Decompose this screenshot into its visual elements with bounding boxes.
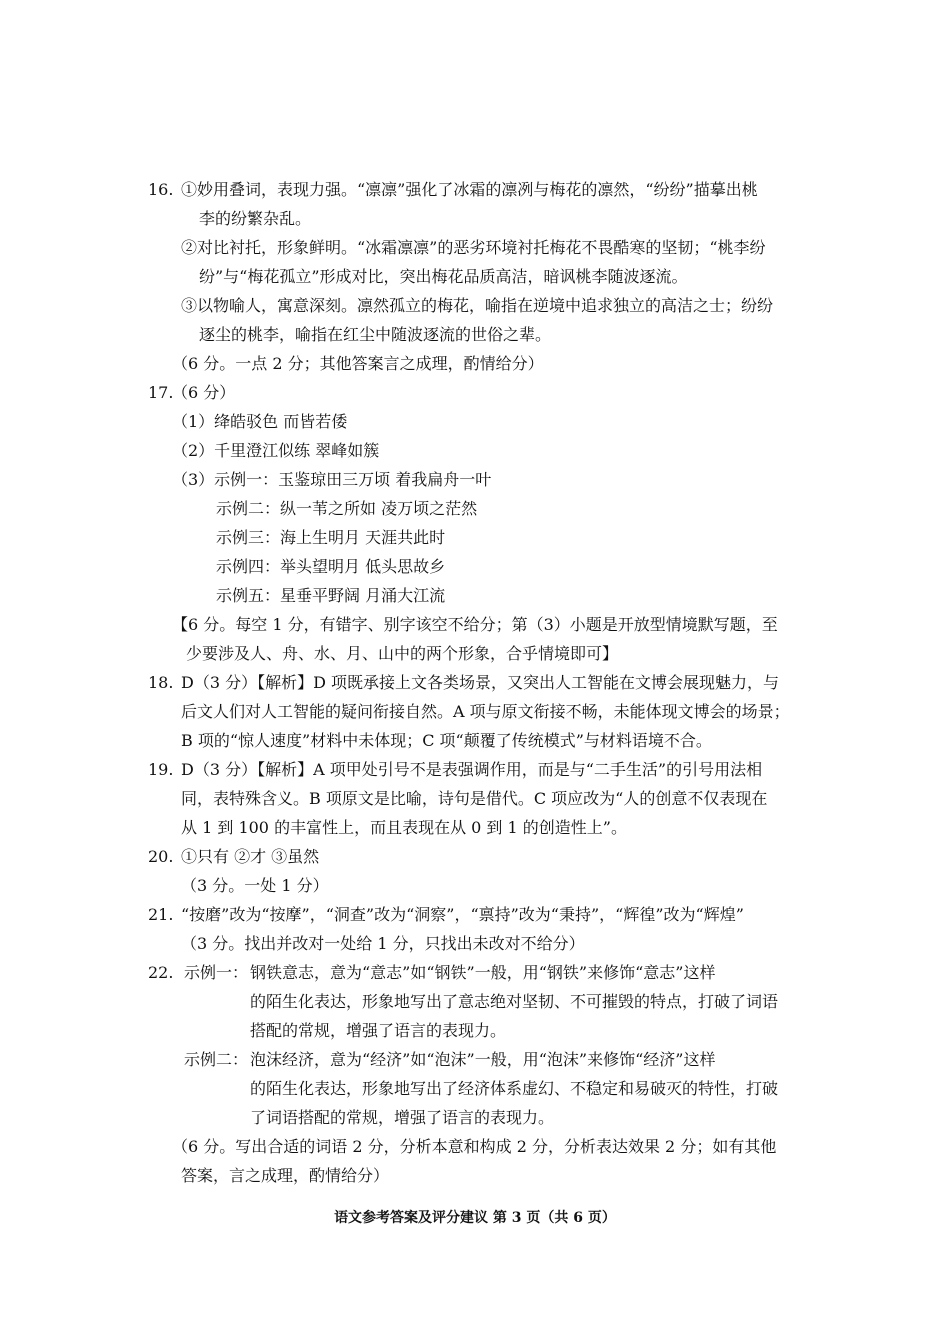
q21-line1: “按磨”改为“按摩”，“洞查”改为“洞察”，“禀持”改为“秉持”，“辉徨”改为“辉煌” xyxy=(181,905,744,924)
q17-example-5: 示例五：星垂平野阔 月涌大江流 xyxy=(216,586,446,605)
q16-point2-line1: ②对比衬托，形象鲜明。“冰霜凛凛”的恶劣环境衬托梅花不畏酷寒的坚韧；“桃李纷 xyxy=(181,238,766,257)
page-footer: 语文参考答案及评分建议 第 3 页（共 6 页） xyxy=(334,1210,616,1226)
q17-example-4: 示例四：举头望明月 低头思故乡 xyxy=(216,557,446,576)
q16-number: 16. xyxy=(148,180,174,199)
q19-number: 19. xyxy=(148,760,174,779)
q19-line3: 从 1 到 100 的丰富性上，而且表现在从 0 到 1 的创造性上”。 xyxy=(181,818,627,837)
q18-line2: 后文人们对人工智能的疑问衔接自然。A 项与原文衔接不畅，未能体现文博会的场景； xyxy=(181,702,790,721)
q22-score-line1: （6 分。写出合适的词语 2 分，分析本意和构成 2 分，分析表达效果 2 分；如有其他 xyxy=(172,1137,777,1156)
q17-head: （6 分） xyxy=(172,383,236,402)
q17-example-2: 示例二：纵一苇之所如 凌万顷之茫然 xyxy=(216,499,478,518)
q17-note-line1: 【6 分。每空 1 分，有错字、别字该空不给分；第（3）小题是开放型情境默写题，至 xyxy=(172,615,778,634)
q17-answer-3: （3）示例一：玉鉴琼田三万顷 着我扁舟一叶 xyxy=(172,470,492,489)
q16-point3-line2: 逐尘的桃李，喻指在红尘中随波逐流的世俗之辈。 xyxy=(199,325,552,344)
q18-line3: B 项的“惊人速度”材料中未体现；C 项“颠覆了传统模式”与材料语境不合。 xyxy=(181,731,712,750)
q16-point2-line2: 纷”与“梅花孤立”形成对比，突出梅花品质高洁，暗讽桃李随波逐流。 xyxy=(199,267,688,286)
q17-example-3: 示例三：海上生明月 天涯共此时 xyxy=(216,528,446,547)
q16-score: （6 分。一点 2 分；其他答案言之成理，酌情给分） xyxy=(172,354,544,373)
q22-example1-line3: 搭配的常规，增强了语言的表现力。 xyxy=(250,1021,507,1040)
q22-example2-line1: 泡沫经济，意为“经济”如“泡沫”一般，用“泡沫”来修饰“经济”这样 xyxy=(250,1050,716,1069)
q21-number: 21. xyxy=(148,905,174,924)
q16-point3-line1: ③以物喻人，寓意深刻。凛然孤立的梅花，喻指在逆境中追求独立的高洁之士；纷纷 xyxy=(181,296,774,315)
q17-note-line2: 少要涉及人、舟、水、月、山中的两个形象，合乎情境即可】 xyxy=(186,644,619,663)
q16-point1-line2: 李的纷繁杂乱。 xyxy=(199,209,312,228)
q19-line1: D（3 分）【解析】A 项甲处引号不是表强调作用，而是与“二手生活”的引号用法相 xyxy=(181,760,763,779)
q21-line2: （3 分。找出并改对一处给 1 分，只找出未改对不给分） xyxy=(181,934,585,953)
q20-line1: ①只有 ②才 ③虽然 xyxy=(181,847,320,866)
q22-example2-line2: 的陌生化表达，形象地写出了经济体系虚幻、不稳定和易破灭的特性，打破 xyxy=(250,1079,779,1098)
q18-line1: D（3 分）【解析】D 项既承接上文各类场景，又突出人工智能在文博会展现魅力，与 xyxy=(181,673,780,692)
q22-example1-line1: 钢铁意志，意为“意志”如“钢铁”一般，用“钢铁”来修饰“意志”这样 xyxy=(250,963,716,982)
q17-number: 17. xyxy=(148,383,174,402)
q18-number: 18. xyxy=(148,673,174,692)
q17-answer-2: （2）千里澄江似练 翠峰如簇 xyxy=(172,441,380,460)
q22-number: 22. xyxy=(148,963,174,982)
q22-example1-line2: 的陌生化表达，形象地写出了意志绝对坚韧、不可摧毁的特点，打破了词语 xyxy=(250,992,779,1011)
q22-example2-label: 示例二： xyxy=(184,1050,249,1069)
q20-number: 20. xyxy=(148,847,174,866)
q17-answer-1: （1）绛皓驳色 而皆若倭 xyxy=(172,412,348,431)
q22-score-line2: 答案，言之成理，酌情给分） xyxy=(181,1166,390,1185)
q22-example2-line3: 了词语搭配的常规，增强了语言的表现力。 xyxy=(250,1108,555,1127)
q20-line2: （3 分。一处 1 分） xyxy=(181,876,329,895)
q19-line2: 同，表特殊含义。B 项原文是比喻，诗句是借代。C 项应改为“人的创意不仅表现在 xyxy=(181,789,768,808)
q16-point1-line1: ①妙用叠词，表现力强。“凛凛”强化了冰霜的凛冽与梅花的凛然，“纷纷”描摹出桃 xyxy=(181,180,758,199)
q22-example1-label: 示例一： xyxy=(184,963,249,982)
